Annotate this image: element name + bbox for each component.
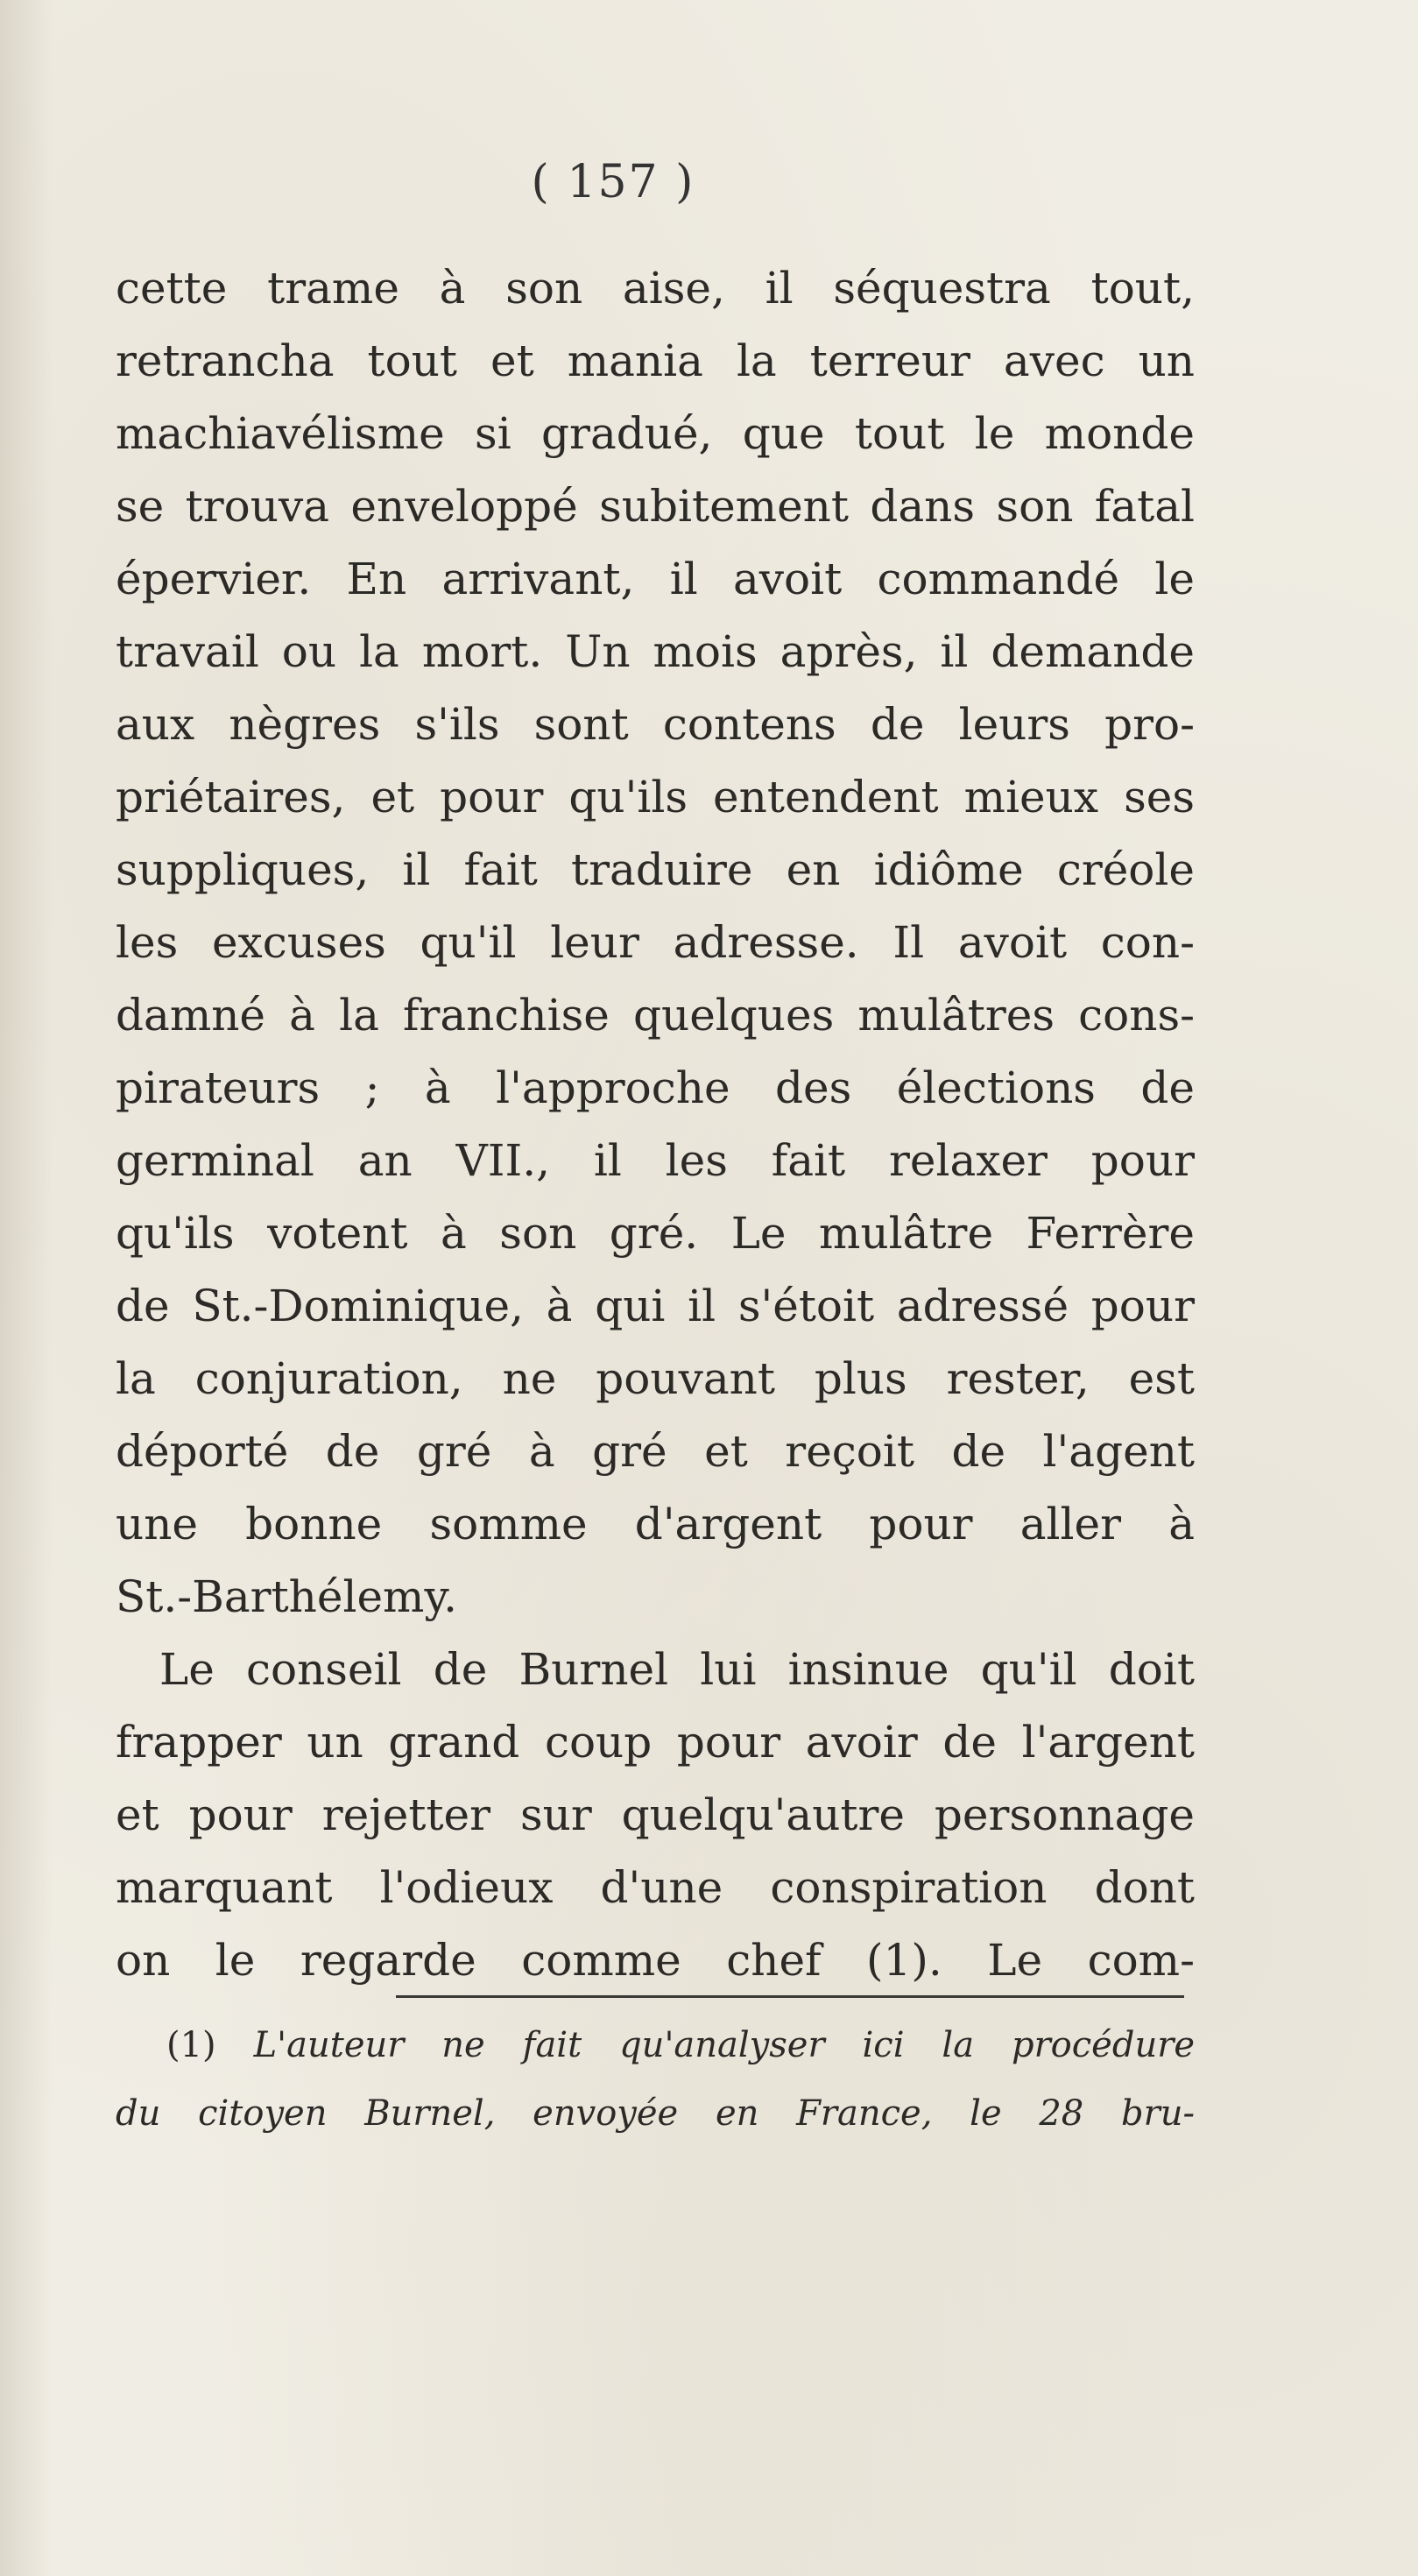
footnote-marker: (1) xyxy=(166,2025,216,2065)
text-line: de St.-Dominique, à qui il s'étoit adressé pour xyxy=(116,1281,1195,1331)
footnote-line xyxy=(116,2011,1195,2079)
text-line: Le conseil de Burnel lui insinue qu'il doit xyxy=(159,1644,1195,1695)
page-shadow xyxy=(0,0,53,2576)
text-line: St.-Barthélemy. xyxy=(116,1571,457,1622)
footnote-rule xyxy=(396,1995,1184,1998)
text-line: se trouva enveloppé subitement dans son fatal xyxy=(116,481,1195,532)
text-line: retrancha tout et mania la terreur avec un xyxy=(116,335,1195,386)
text-line: germinal an VII., il les fait relaxer pour xyxy=(116,1135,1195,1186)
text-line: la conjuration, ne pouvant plus rester, est xyxy=(116,1353,1195,1404)
text-line: les excuses qu'il leur adresse. Il avoit con- xyxy=(116,917,1195,968)
text-line: suppliques, il fait traduire en idiôme créole xyxy=(116,844,1195,895)
text-line: damné à la franchise quelques mulâtres cons- xyxy=(116,990,1195,1041)
text-line: frapper un grand coup pour avoir de l'argent xyxy=(116,1717,1195,1768)
text-line: aux nègres s'ils sont contens de leurs pro- xyxy=(116,699,1195,750)
text-line: priétaires, et pour qu'ils entendent mieux ses xyxy=(116,772,1195,822)
page-number: ( 157 ) xyxy=(531,156,695,208)
footnote-line: du citoyen Burnel, envoyée en France, le 28 bru- xyxy=(116,2093,1195,2134)
text-line: et pour rejetter sur quelqu'autre personnage xyxy=(116,1789,1195,1840)
footnote xyxy=(116,2011,1195,2148)
text-line: pirateurs ; à l'approche des élections de xyxy=(116,1062,1195,1113)
text-line: épervier. En arrivant, il avoit commandé le xyxy=(116,554,1195,604)
text-line: qu'ils votent à son gré. Le mulâtre Ferrère xyxy=(116,1208,1195,1259)
text-line: marquant l'odieux d'une conspiration dont xyxy=(116,1862,1195,1913)
text-line: machiavélisme si gradué, que tout le monde xyxy=(116,408,1195,459)
main-text xyxy=(116,252,1195,1997)
text-line: on le regarde comme chef (1). Le com- xyxy=(116,1935,1195,1986)
text-line: déporté de gré à gré et reçoit de l'agent xyxy=(116,1426,1195,1477)
text-line: cette trame à son aise, il séquestra tout, xyxy=(116,263,1195,314)
text-line: travail ou la mort. Un mois après, il demande xyxy=(116,626,1195,677)
footnote-text: L'auteur ne fait qu'analyser ici la procédure xyxy=(253,2025,1196,2065)
text-line: une bonne somme d'argent pour aller à xyxy=(116,1499,1195,1549)
